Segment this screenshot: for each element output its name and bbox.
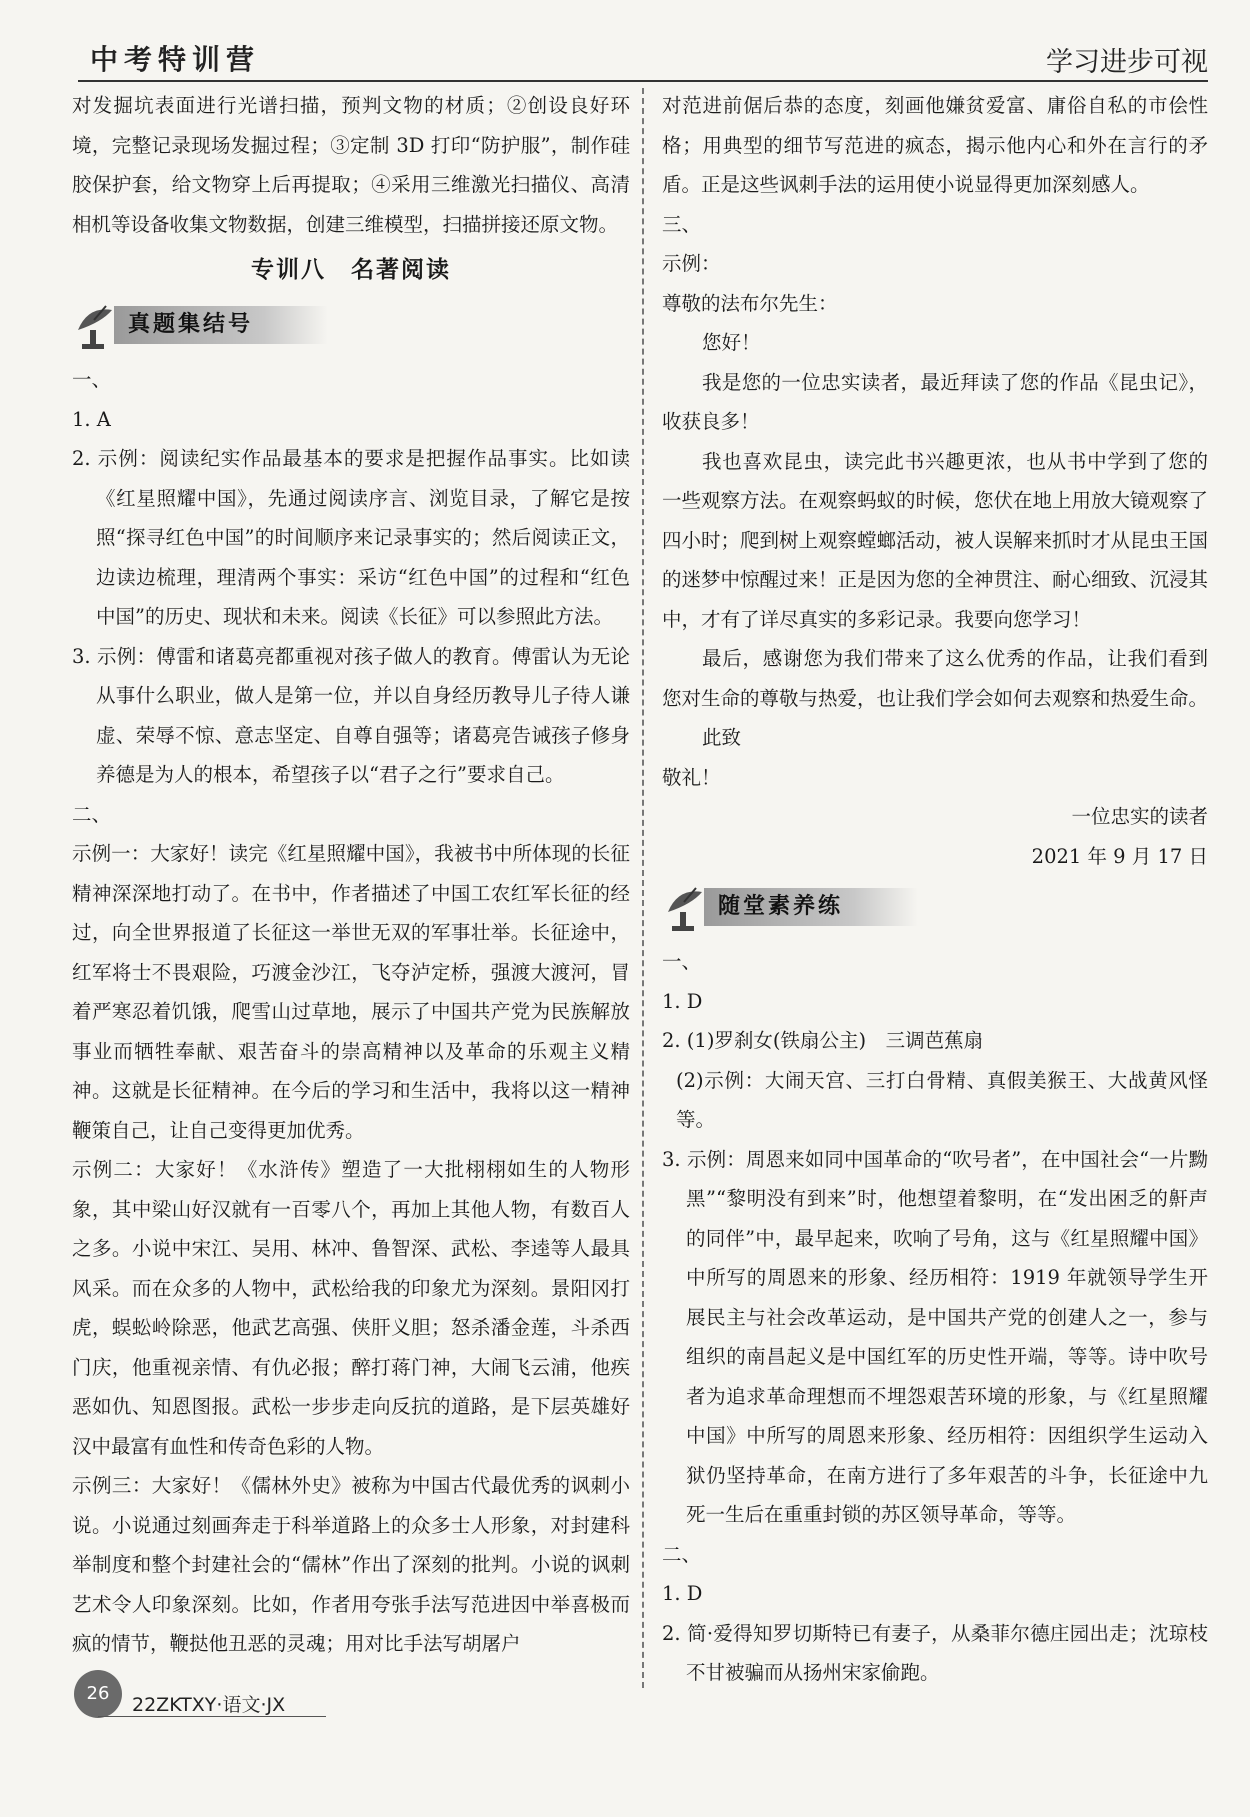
intro-text: 对发掘坑表面进行光谱扫描，预判文物的材质；②创设良好环境，完整记录现场发掘过程；③定制 3D 打印“防护服”，制作硅胶保护套，给文物穿上后再提取；④采用三维激光扫描仪、高清相机等设备收集文物数据，创建三维模型，扫描拼接还原文物。	[72, 94, 630, 236]
page-header	[78, 34, 1208, 82]
example-label: 示例：	[662, 252, 721, 275]
letter-salutation: 尊敬的法布尔先生：	[662, 291, 838, 315]
left-column	[72, 86, 630, 1664]
answer-item: 2. 简·爱得知罗切斯特已有妻子，从桑菲尔德庄园出走；沈琼枝不甘被骗而从扬州宋家偷跑。	[662, 1621, 1208, 1684]
letter-date: 2021 年 9 月 17 日	[1031, 844, 1208, 868]
part-heading: 一、	[72, 368, 112, 391]
part-heading: 二、	[72, 802, 112, 826]
book-code: 22ZKTXY·语文·JX	[132, 1694, 286, 1716]
footer-rule	[98, 1716, 326, 1717]
continued-text: 对范进前倨后恭的态度，刻画他嫌贫爱富、庸俗自私的市侩性格；用典型的细节写范进的疯态，揭示他内心和外在言行的矛盾。正是这些讽刺手法的运用使小说显得更加深刻感人。	[662, 94, 1208, 196]
banner-label: 随堂素养练	[704, 888, 918, 926]
letter-paragraph: 我是您的一位忠实读者，最近拜读了您的作品《昆虫记》，收获良多！	[662, 370, 1208, 433]
banner-label: 真题集结号	[114, 306, 328, 344]
answer-item: 1. D	[662, 1582, 703, 1605]
right-column	[662, 86, 1208, 1693]
answer-item: 2. (1)罗刹女(铁扇公主) 三调芭蕉扇	[662, 1029, 984, 1052]
banner-zhenti	[72, 298, 630, 354]
letter-paragraph: 最后，感谢您为我们带来了这么优秀的作品，让我们看到您对生命的尊敬与热爱，也让我们学会如何去观察和热爱生命。	[662, 647, 1209, 710]
slogan: 学习进步可视	[1046, 47, 1208, 78]
answer-item: (2)示例：大闹天宫、三打白骨精、真假美猴王、大战黄风怪等。	[676, 1068, 1208, 1131]
column-divider	[642, 88, 644, 1688]
answer-item: 1. A	[72, 407, 111, 431]
letter-closing: 此致	[702, 726, 742, 749]
part-heading: 三、	[662, 212, 702, 236]
book-title: 中考特训营	[90, 43, 261, 76]
section-title: 专训八 名著阅读	[251, 257, 451, 283]
answer-item: 3. 示例：傅雷和诸葛亮都重视对孩子做人的教育。傅雷认为无论从事什么职业，做人是第一位，并以自身经历教导儿子待人谦虚、荣辱不惊、意志坚定、自尊自强等；诸葛亮告诫孩子修身养德是为人的根本，希望孩子以“君子之行”要求自己。	[72, 644, 630, 786]
letter-signature: 一位忠实的读者	[1071, 805, 1208, 828]
letter-closing: 敬礼！	[662, 765, 721, 789]
part-heading: 一、	[662, 950, 702, 973]
example-paragraph: 示例二：大家好！《水浒传》塑造了一大批栩栩如生的人物形象，其中梁山好汉就有一百零八个，再加上其他人物，有数百人之多。小说中宋江、吴用、林冲、鲁智深、武松、李逵等人最具风采。而在众多的人物中，武松给我的印象尤为深刻。景阳冈打虎，蜈蚣岭除恶，他武艺高强、侠肝义胆；怒杀潘金莲，斗杀西门庆，他重视亲情、有仇必报；醉打蒋门神，大闹飞云浦，他疾恶如仇、知恩图报。武松一步步走向反抗的道路，是下层英雄好汉中最富有血性和传奇色彩的人物。	[72, 1158, 630, 1458]
answer-item: 1. D	[662, 989, 703, 1013]
letter-greeting: 您好！	[702, 331, 761, 354]
answer-item: 3. 示例：周恩来如同中国革命的“吹号者”，在中国社会“一片黝黑”“黎明没有到来”时，他想望着黎明，在“发出困乏的鼾声的同伴”中，最早起来，吹响了号角，这与《红星照耀中国》中所写的周恩来的形象、经历相符：1919 年就领导学生开展民主与社会改革运动，是中国共产党的创建人之一，参与组织的南昌起义是中国红军的历史性开端，等等。诗中吹号者为追求革命理想而不埋怨艰苦环境的形象，与《红星照耀中国》中所写的周恩来形象、经历相符：因组织学生运动入狱仍坚持革命，在南方进行了多年艰苦的斗争，长征途中九死一生后在重重封锁的苏区领导革命，等等。	[662, 1147, 1208, 1526]
letter-paragraph: 我也喜欢昆虫，读完此书兴趣更浓，也从书中学到了您的一些观察方法。在观察蚂蚁的时候，您伏在地上用放大镜观察了四小时；爬到树上观察螳螂活动，被人误解来抓时才从昆虫王国的迷梦中惊醒过来！正是因为您的全神贯注、耐心细致、沉浸其中，才有了详尽真实的多彩记录。我要向您学习！	[662, 449, 1209, 631]
banner-suitang	[662, 880, 1208, 936]
page-number: 26	[74, 1670, 122, 1718]
example-paragraph: 示例一：大家好！读完《红星照耀中国》，我被书中所体现的长征精神深深地打动了。在书中，作者描述了中国工农红军长征的经过，向全世界报道了长征这一举世无双的军事壮举。长征途中，红军将士不畏艰险，巧渡金沙江，飞夺泸定桥，强渡大渡河，冒着严寒忍着饥饿，爬雪山过草地，展示了中国共产党为民族解放事业而牺牲奉献、艰苦奋斗的崇高精神以及革命的乐观主义精神。这就是长征精神。在今后的学习和生活中，我将以这一精神鞭策自己，让自己变得更加优秀。	[72, 842, 630, 1142]
part-heading: 二、	[662, 1542, 702, 1566]
example-paragraph: 示例三：大家好！《儒林外史》被称为中国古代最优秀的讽刺小说。小说通过刻画奔走于科举道路上的众多士人形象，对封建科举制度和整个封建社会的“儒林”作出了深刻的批判。小说的讽刺艺术令人印象深刻。比如，作者用夸张手法写范进因中举喜极而疯的情节，鞭挞他丑恶的灵魂；用对比手法写胡屠户	[72, 1474, 630, 1655]
answer-item: 2. 示例：阅读纪实作品最基本的要求是把握作品事实。比如读《红星照耀中国》，先通过阅读序言、浏览目录，了解它是按照“探寻红色中国”的时间顺序来记录事实的；然后阅读正文，边读边梳理，理清两个事实：采访“红色中国”的过程和“红色中国”的历史、现状和未来。阅读《长征》可以参照此方法。	[72, 447, 630, 628]
